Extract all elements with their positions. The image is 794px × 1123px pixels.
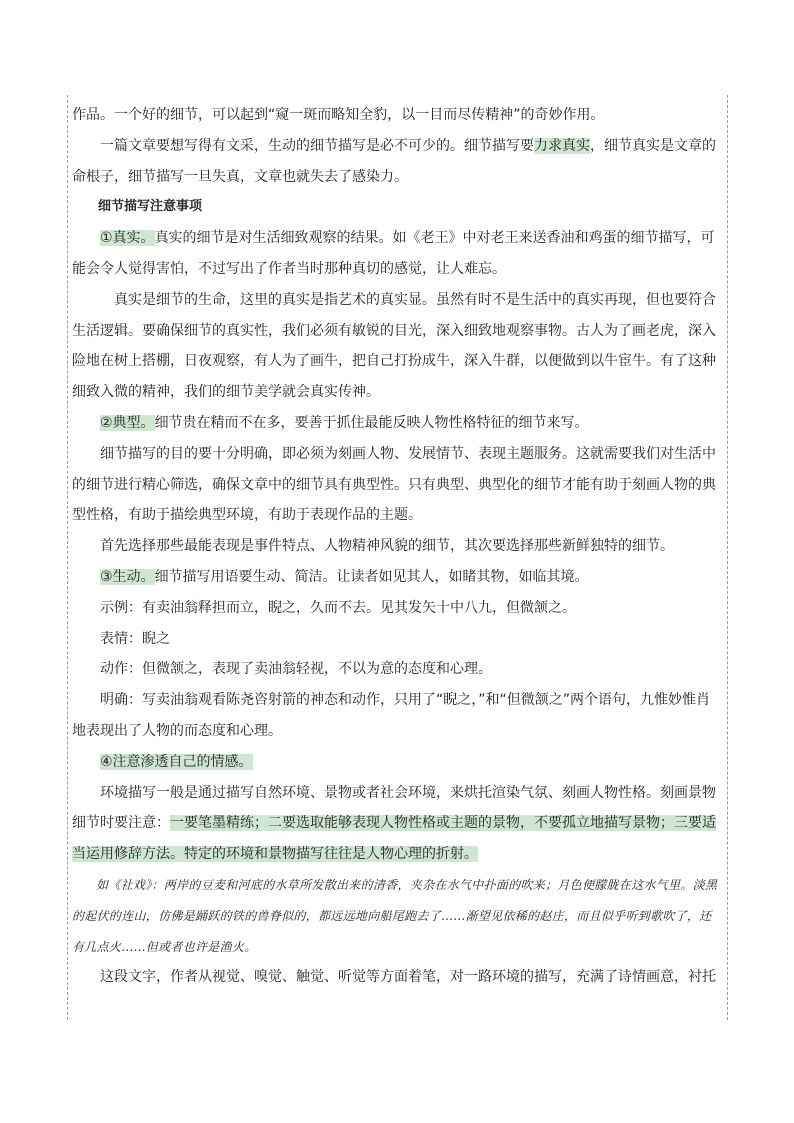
paragraph-truth: 真实是细节的生命，这里的真实是指艺术的真实显。虽然有时不是生活中的真实再现，但也要符合生活逻辑。要确保细节的真实性，我们必须有敏锐的目光，深入细致地观察事物。古人为了画老虎，深入险地在树上搭棚，日夜观察，有人为了画牛，把自己打扮成牛，深入牛群，以便做到以牛宦牛。有了这种细致入微的精神，我们的细节美学就会真实传神。 xyxy=(72,291,716,401)
paragraph-intro-end: 作品。一个好的细节，可以起到“窥一斑而略知全豹，以一目而尽传精神”的奇妙作用。 xyxy=(72,107,605,123)
paragraph-point-1 xyxy=(72,223,722,285)
text: 细节描写用语要生动、简洁。让读者如见其人，如睹其物，如临其境。 xyxy=(154,568,589,585)
text: 细节贵在精而不在多，要善于抓住最能反映人物性格特征的细节来写。 xyxy=(154,414,589,431)
highlight-environment-tips: 一要笔墨精练；二要选取能够表现人物性格或主题的景物，不要孤立地描写景物；三要适当运用修辞方法。特定的环境和景物描写往往是人物心理的折射。 xyxy=(72,815,716,863)
document-body xyxy=(72,100,722,993)
paragraph-shexi-quote: 如《社戏》：两岸的豆麦和河底的水草所发散出来的清香，夹杂在水气中扑面的吹来；月色便朦胧在这水气里。淡黑的起伏的连山，仿佛是踊跃的铁的兽脊似的，都远远地向船尾跑去了……渐望见依稀的赵庄，而且似乎听到歌吹了，还有几点火……但或者也许是渔火。 xyxy=(72,877,718,954)
paragraph-expression: 表情：睨之 xyxy=(100,630,170,647)
paragraph-action: 动作：但微颔之，表现了卖油翁轻视，不以为意的态度和心理。 xyxy=(100,661,492,678)
right-dashed-border xyxy=(727,95,728,1020)
paragraph-analysis: 这段文字，作者从视觉、嗅觉、触觉、听觉等方面着笔，对一路环境的描写，充满了诗情画意，衬托 xyxy=(100,969,716,986)
paragraph-select: 首先选择那些最能表现是事件特点、人物精神风貌的细节，其次要选择那些新鲜独特的细节。 xyxy=(100,538,674,555)
point-3-label: ③生动。 xyxy=(100,568,155,585)
point-1-label: ①真实。 xyxy=(100,230,155,247)
highlight-true-detail: 力求真实 xyxy=(534,137,590,154)
paragraph-example: 示例：有卖油翁释担而立，睨之，久而不去。见其发矢十中八九，但微颔之。 xyxy=(100,599,576,616)
paragraph-literary-grace xyxy=(72,131,722,193)
section-heading: 细节描写注意事项 xyxy=(98,199,203,215)
paragraph-point-4 xyxy=(72,747,722,778)
left-dashed-border xyxy=(67,95,68,1020)
point-4-label: ④注意渗透自己的情感。 xyxy=(100,753,253,770)
text: 环境描写一般是通过描写自然环境、景物或者社会环境，来烘托渲染气氛、刻画人物性格。刻画景物细节时要注意： xyxy=(72,784,716,832)
paragraph-point-2 xyxy=(72,408,722,439)
text: 真实的细节是对生活细致观察的结果。如《老王》中对老王来送香油和鸡蛋的细节描写，可能会令人觉得害怕，不过写出了作者当时那种真切的感觉，让人难忘。 xyxy=(72,230,715,277)
paragraph-typical: 细节描写的目的要十分明确，即必须为刻画人物、发展情节、表现主题服务。这就需要我们对生活中的细节进行精心筛选，确保文章中的细节具有典型性。只有典型、典型化的细节才能有助于刻画人物的典型性格，有助于描绘典型环境，有助于表现作品的主题。 xyxy=(72,445,716,524)
paragraph-point-3 xyxy=(72,562,722,593)
text: ，细节真实是文章的命根子，细节描写一旦失真，文章也就失去了感染力。 xyxy=(72,137,716,185)
paragraph-environment xyxy=(72,778,722,870)
text: 一篇文章要想写得有文采，生动的细节描写是必不可少的。细节描写要 xyxy=(100,137,534,154)
point-2-label: ②典型。 xyxy=(100,414,155,431)
paragraph-clarify: 明确：写卖油翁观看陈尧咨射箭的神态和动作，只用了“睨之，”和“但微颔之”两个语句，九惟妙惟肖地表现出了人物的而态度和心理。 xyxy=(72,692,711,739)
